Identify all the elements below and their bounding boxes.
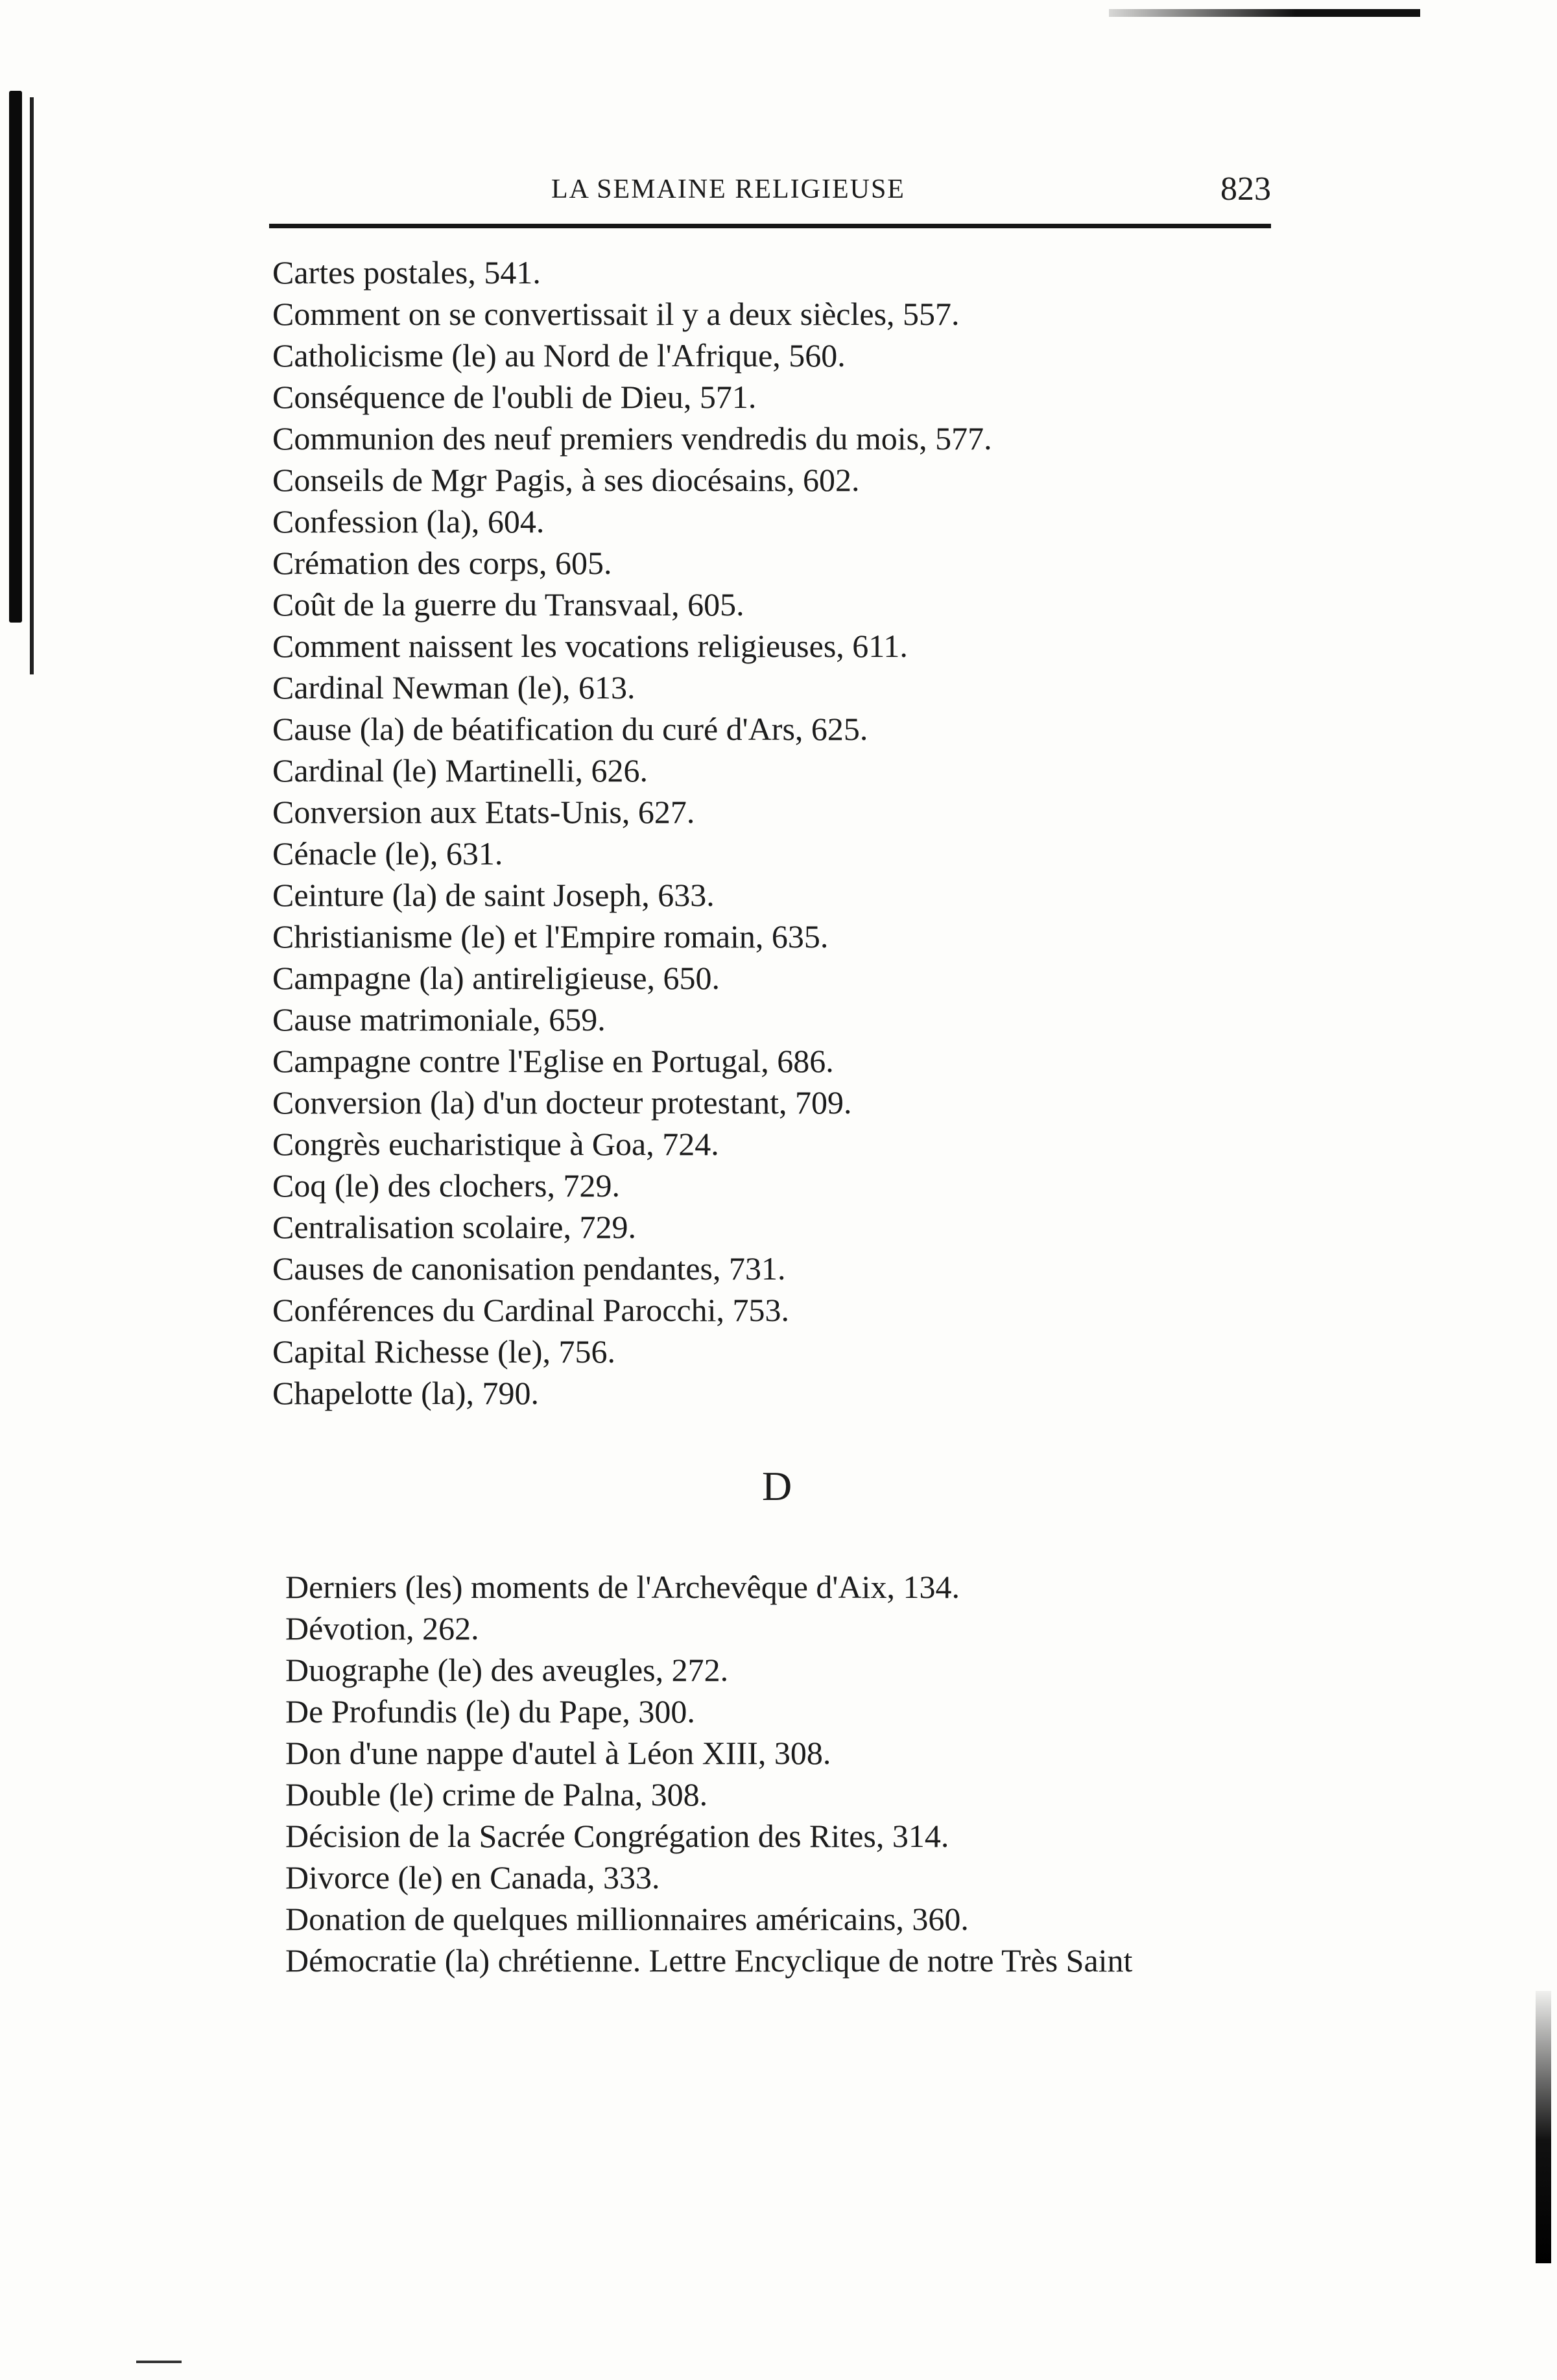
- index-entry: Décision de la Sacrée Congrégation des Rites, 314.: [285, 1818, 949, 1854]
- page-number: 823: [1220, 171, 1271, 208]
- index-entry: Conseils de Mgr Pagis, à ses diocésains, 602.: [272, 462, 860, 498]
- index-entry: Divorce (le) en Canada, 333.: [285, 1859, 660, 1896]
- index-entry: Double (le) crime de Palna, 308.: [285, 1776, 708, 1813]
- index-entry: Causes de canonisation pendantes, 731.: [272, 1250, 786, 1287]
- index-entry: Capital Richesse (le), 756.: [272, 1333, 616, 1370]
- index-entry: Conséquence de l'oubli de Dieu, 571.: [272, 379, 757, 415]
- index-entry: Ceinture (la) de saint Joseph, 633.: [272, 877, 715, 913]
- index-entry: Comment on se convertissait il y a deux siècles, 557.: [272, 296, 960, 332]
- index-entry: Coût de la guerre du Transvaal, 605.: [272, 586, 744, 623]
- index-entry: Cause matrimoniale, 659.: [272, 1001, 606, 1038]
- page-header: [272, 171, 1271, 219]
- index-entry: Conférences du Cardinal Parocchi, 753.: [272, 1292, 789, 1328]
- scan-left-binding-shadow: [9, 91, 22, 623]
- index-entry: Cardinal Newman (le), 613.: [272, 669, 636, 706]
- index-entry: Christianisme (le) et l'Empire romain, 635.: [272, 918, 829, 955]
- index-entry: Comment naissent les vocations religieuses, 611.: [272, 628, 908, 664]
- index-entry: Centralisation scolaire, 729.: [272, 1209, 636, 1245]
- index-entry: Dévotion, 262.: [285, 1610, 479, 1647]
- index-entry: Campagne contre l'Eglise en Portugal, 686.: [272, 1043, 834, 1079]
- index-entry: Derniers (les) moments de l'Archevêque d'Aix, 134.: [285, 1569, 960, 1605]
- header-rule: [269, 224, 1271, 228]
- index-entry: Cause (la) de béatification du curé d'Ars, 625.: [272, 711, 868, 747]
- index-entry: Confession (la), 604.: [272, 503, 545, 540]
- index-entry: Coq (le) des clochers, 729.: [272, 1167, 620, 1204]
- index-entry: Cardinal (le) Martinelli, 626.: [272, 752, 648, 789]
- index-entry: Duographe (le) des aveugles, 272.: [285, 1652, 729, 1688]
- index-entry: De Profundis (le) du Pape, 300.: [285, 1693, 695, 1730]
- index-entry: Communion des neuf premiers vendredis du mois, 577.: [272, 420, 992, 457]
- index-entry: Conversion aux Etats-Unis, 627.: [272, 794, 695, 830]
- index-entry: Chapelotte (la), 790.: [272, 1375, 539, 1411]
- index-entry: Crémation des corps, 605.: [272, 545, 612, 581]
- scan-top-edge-mark: [1109, 9, 1420, 17]
- index-entry: Congrès eucharistique à Goa, 724.: [272, 1126, 719, 1162]
- index-entry: Donation de quelques millionnaires américains, 360.: [285, 1901, 969, 1937]
- index-entry: Catholicisme (le) au Nord de l'Afrique, 560.: [272, 337, 846, 374]
- index-entry: Conversion (la) d'un docteur protestant, 709.: [272, 1084, 852, 1121]
- running-title: LA SEMAINE RELIGIEUSE: [551, 174, 905, 204]
- section-letter-d: D: [762, 1463, 792, 1509]
- index-entry: Don d'une nappe d'autel à Léon XIII, 308.: [285, 1735, 831, 1771]
- scan-right-edge-shadow: [1536, 1991, 1551, 2263]
- index-entry: Campagne (la) antireligieuse, 650.: [272, 960, 720, 996]
- index-entry: Démocratie (la) chrétienne. Lettre Encyclique de notre Très Saint: [285, 1942, 1133, 1979]
- index-list-c: [272, 252, 1284, 1414]
- index-entry: Cartes postales, 541.: [272, 254, 541, 291]
- scan-bottom-mark: [136, 2361, 182, 2363]
- scan-left-edge-line: [30, 97, 34, 674]
- index-list-d: [285, 1566, 1297, 1981]
- index-entry: Cénacle (le), 631.: [272, 835, 503, 872]
